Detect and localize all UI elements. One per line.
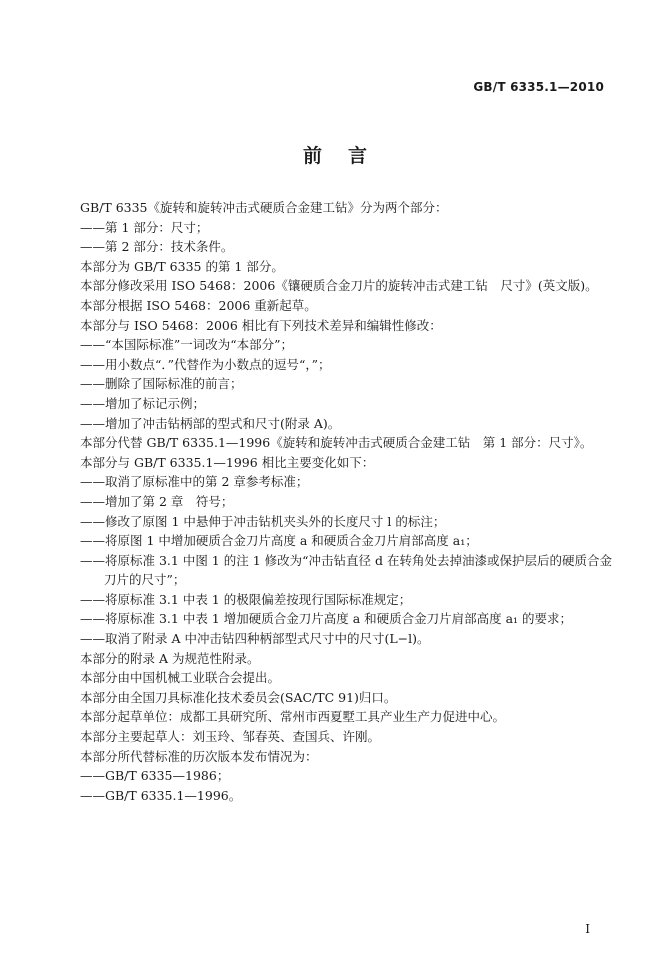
list-item: ——修改了原图 1 中悬伸于冲击钻机夹头外的长度尺寸 l 的标注； [80, 513, 446, 529]
list-item: ——GB/T 6335—1986； [80, 768, 230, 784]
paragraph-line: 本部分由全国刀具标准化技术委员会(SAC/TC 91)归口。 [80, 689, 397, 705]
paragraph-line: 本部分与 ISO 5468：2006 相比有下列技术差异和编辑性修改： [80, 317, 442, 333]
list-item: ——增加了标记示例； [80, 395, 206, 411]
list-item: ——将原标准 3.1 中图 1 的注 1 修改为“冲击钻直径 d 在转角处去掉油漆或保护层后的硬质合金 [80, 552, 612, 568]
paragraph-line: 本部分的附录 A 为规范性附录。 [80, 650, 260, 666]
paragraph-line: 本部分主要起草人：刘玉玲、邹春英、查国兵、许刚。 [80, 729, 381, 745]
list-item: ——“本国际标准”一词改为“本部分”； [80, 337, 294, 353]
list-item: ——将原图 1 中增加硬质合金刀片高度 a 和硬质合金刀片肩部高度 a₁； [80, 533, 478, 549]
paragraph-line: 本部分代替 GB/T 6335.1—1996《旋转和旋转冲击式硬质合金建工钻 第 1 部分：尺寸》。 [80, 435, 593, 451]
list-item: ——删除了国际标准的前言； [80, 376, 243, 392]
page-number: I [585, 922, 590, 936]
paragraph-line: 本部分为 GB/T 6335 的第 1 部分。 [80, 258, 284, 274]
paragraph-line: 本部分修改采用 ISO 5468：2006《镶硬质合金刀片的旋转冲击式建工钻 尺寸》(英文版)。 [80, 278, 598, 294]
list-item: ——第 1 部分：尺寸； [80, 219, 209, 235]
list-item: ——GB/T 6335.1—1996。 [80, 787, 242, 803]
paragraph-line: 本部分根据 ISO 5468：2006 重新起草。 [80, 297, 317, 313]
list-item: ——取消了附录 A 中冲击钻四种柄部型式尺寸中的尺寸(L−l)。 [80, 631, 430, 647]
foreword-body [80, 198, 610, 805]
standard-code: GB/T 6335.1—2010 [473, 80, 604, 94]
paragraph-line: 本部分由中国机械工业联合会提出。 [80, 670, 281, 686]
list-item: ——将原标准 3.1 中表 1 增加硬质合金刀片高度 a 和硬质合金刀片肩部高度 a₁ 的要求； [80, 611, 573, 627]
paragraph-line: 本部分起草单位：成都工具研究所、常州市西夏墅工具产业生产力促进中心。 [80, 709, 506, 725]
list-item: ——第 2 部分：技术条件。 [80, 239, 234, 255]
paragraph-line: GB/T 6335《旋转和旋转冲击式硬质合金建工钻》分为两个部分： [80, 200, 448, 215]
list-item: ——增加了第 2 章 符号； [80, 493, 234, 509]
paragraph-line: 本部分所代替标准的历次版本发布情况为： [80, 748, 318, 764]
page-title: 前言 [302, 145, 393, 167]
list-item: ——取消了原标准中的第 2 章参考标准； [80, 474, 309, 490]
list-item: ——将原标准 3.1 中表 1 的极限偏差按现行国际标准规定； [80, 591, 412, 607]
list-item: ——增加了冲击钻柄部的型式和尺寸(附录 A)。 [80, 415, 341, 431]
paragraph-line: 本部分与 GB/T 6335.1—1996 相比主要变化如下： [80, 454, 375, 470]
list-item: ——用小数点“．”代替作为小数点的逗号“，”； [80, 356, 331, 372]
list-item-continuation: 刀片的尺寸”； [104, 572, 186, 588]
